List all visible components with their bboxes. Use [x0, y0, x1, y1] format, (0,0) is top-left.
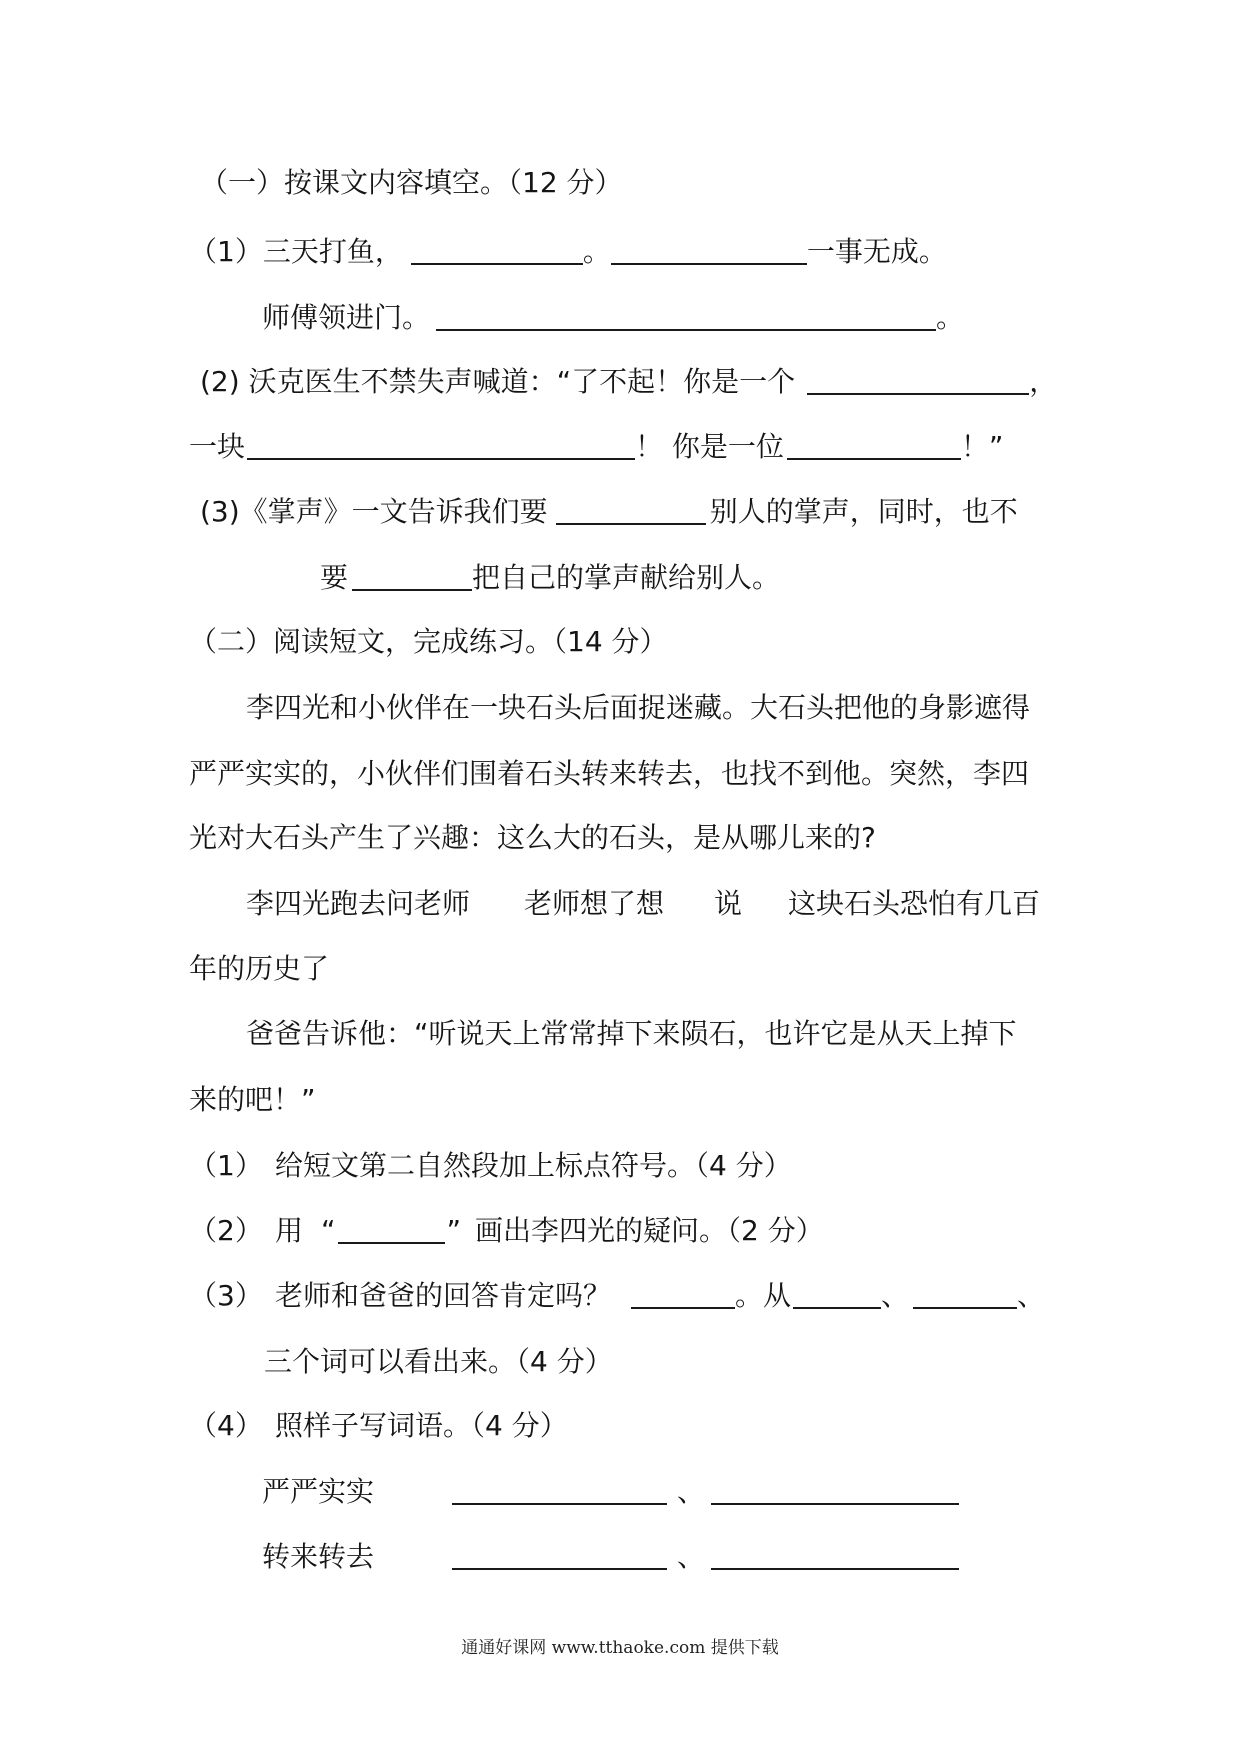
answer-blank — [807, 365, 1029, 395]
answer-blank — [452, 1540, 667, 1570]
s2-q3-line-1 — [189, 1276, 1045, 1316]
paragraph-2-segment: 李四光跑去问老师 — [246, 887, 471, 920]
s1-q3-text-c: 要 — [320, 561, 349, 594]
s2-q3-line-2: 三个词可以看出来。（4 分） — [264, 1345, 613, 1378]
answer-blank — [611, 235, 807, 265]
s2-q1-text: 给短文第二自然段加上标点符号。（4 分） — [275, 1149, 792, 1182]
s1-q1-text-d: 师傅领进门。 — [262, 301, 431, 334]
s2-q3-label: （3） — [189, 1279, 263, 1312]
paragraph-2-line-2: 年的历史了 — [189, 952, 330, 985]
separator: 、 — [677, 1540, 706, 1573]
s2-q4-row-2 — [262, 1537, 959, 1577]
s1-q3-line-2 — [320, 558, 780, 598]
open-quote: “ — [321, 1214, 336, 1247]
paragraph-1-line-2: 严严实实的，小伙伴们围着石头转来转去，也找不到他。突然，李四 — [189, 757, 1030, 790]
s1-q3-label: (3) — [200, 495, 240, 528]
s1-q3-text-b: 别人的掌声，同时，也不 — [709, 495, 1018, 528]
answer-blank — [352, 561, 472, 591]
s2-q2 — [189, 1211, 824, 1251]
s2-q4 — [189, 1406, 568, 1446]
answer-blank — [711, 1540, 959, 1570]
separator: 、 — [677, 1475, 706, 1508]
answer-blank — [556, 495, 706, 525]
s2-q3-text-a: 老师和爸爸的回答肯定吗？ — [275, 1279, 612, 1312]
answer-blank — [787, 430, 961, 460]
example-word: 严严实实 — [262, 1475, 375, 1508]
section-1-heading: （一）按课文内容填空。（12 分） — [200, 166, 623, 199]
s2-q1-label: （1） — [189, 1149, 263, 1182]
s1-q2-text-c: 一块 — [189, 430, 246, 463]
answer-blank — [411, 235, 583, 265]
s2-q3-text-b: 。从 — [735, 1279, 792, 1312]
s1-q3-text-d: 把自己的掌声献给别人。 — [472, 561, 781, 594]
footer-credit: 通通好课网 www.tthaoke.com 提供下载 — [461, 1638, 779, 1658]
s1-q2-label: (2) — [200, 365, 240, 398]
paragraph-3-line-1: 爸爸告诉他：“听说天上常常掉下来陨石，也许它是从天上掉下 — [246, 1017, 1017, 1050]
paragraph-1-line-3: 光对大石头产生了兴趣：这么大的石头，是从哪儿来的? — [189, 821, 876, 854]
s1-q1-label: （1） — [189, 235, 263, 268]
s2-q2-text-a: 用 — [275, 1214, 304, 1247]
answer-blank — [631, 1279, 735, 1309]
paragraph-2-segment: 说 — [714, 887, 743, 920]
s2-q4-text: 照样子写词语。（4 分） — [275, 1409, 568, 1442]
s1-q3-line-1 — [200, 492, 1018, 532]
s1-q1-line-2 — [262, 298, 964, 338]
s1-q1-text-c: 一事无成。 — [806, 235, 947, 268]
s1-q2-line-2 — [189, 427, 1003, 467]
example-word: 转来转去 — [262, 1540, 375, 1573]
answer-blank — [711, 1475, 959, 1505]
s2-q4-row-1 — [262, 1472, 959, 1512]
s1-q3-text-a: 《掌声》一文告诉我们要 — [239, 495, 548, 528]
s1-q2-text-a: 沃克医生不禁失声喊道：“了不起！你是一个 — [248, 365, 796, 398]
answer-blank — [247, 430, 635, 460]
s1-q2-text-d: ！ 你是一位 — [635, 430, 784, 463]
s1-q2-line-1 — [200, 362, 1057, 402]
answer-blank — [452, 1475, 667, 1505]
s2-q2-text-b: 画出李四光的疑问。（2 分） — [475, 1214, 824, 1247]
paragraph-3-line-2: 来的吧！” — [189, 1083, 316, 1116]
s1-q1-text-e: 。 — [936, 301, 965, 334]
s1-q2-text-e: ！” — [960, 430, 1004, 463]
section-2-heading: （二）阅读短文，完成练习。（14 分） — [189, 625, 668, 658]
close-quote: ” — [446, 1214, 462, 1247]
paragraph-2-segment: 这块石头恐怕有几百 — [788, 887, 1041, 920]
s2-q3-sep-1: 、 — [881, 1279, 910, 1312]
s1-q1-text-a: 三天打鱼， — [262, 235, 403, 268]
paragraph-1-line-1: 李四光和小伙伴在一块石头后面捉迷藏。大石头把他的身影遮得 — [246, 691, 1031, 724]
paragraph-2-line-1 — [246, 884, 1040, 924]
paragraph-2-segment: 老师想了想 — [524, 887, 665, 920]
answer-blank — [436, 301, 936, 331]
s2-q1 — [189, 1146, 792, 1186]
s1-q1-text-b: 。 — [582, 235, 611, 268]
answer-blank — [338, 1214, 445, 1244]
answer-blank — [913, 1279, 1017, 1309]
s2-q4-label: （4） — [189, 1409, 263, 1442]
s2-q2-label: （2） — [189, 1214, 263, 1247]
s1-q2-text-b: ， — [1029, 365, 1058, 398]
s2-q3-sep-2: 、 — [1017, 1279, 1046, 1312]
s1-q1-line-1 — [189, 232, 947, 272]
answer-blank — [793, 1279, 881, 1309]
